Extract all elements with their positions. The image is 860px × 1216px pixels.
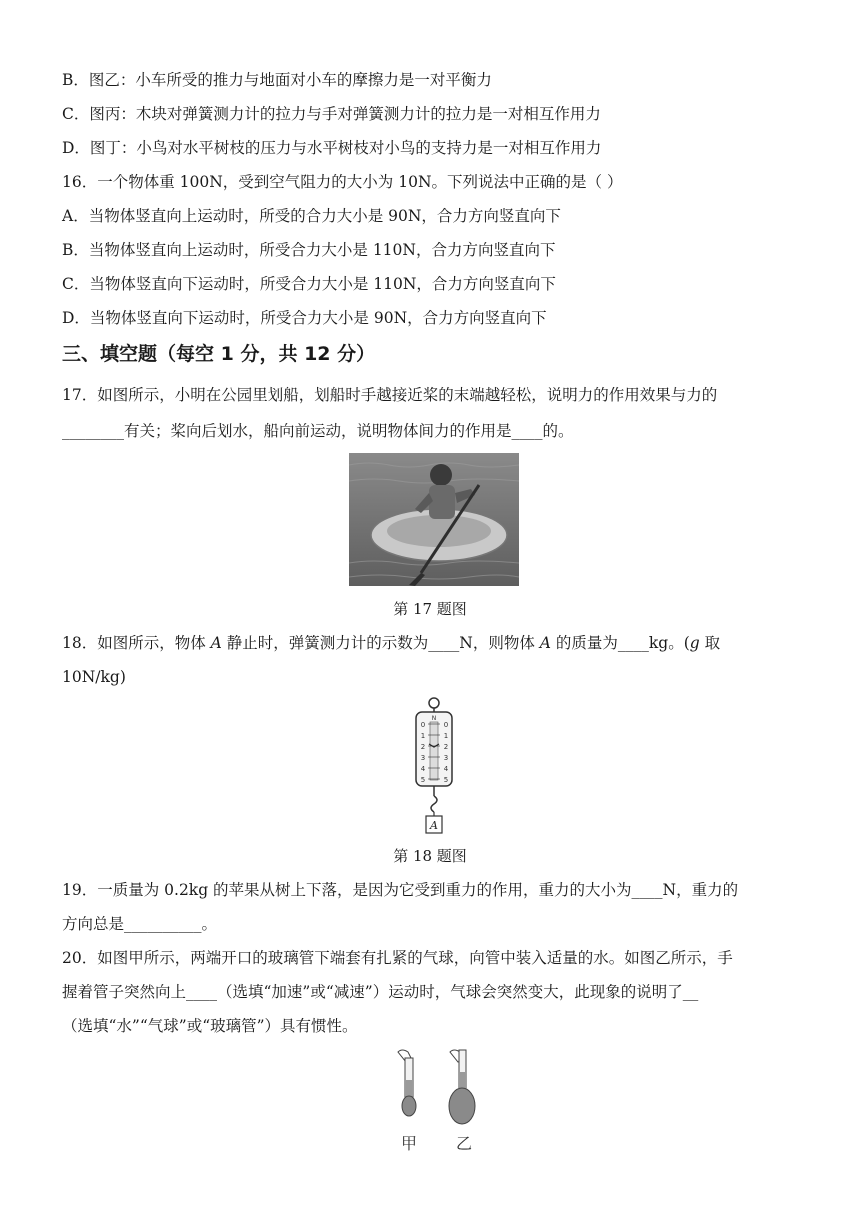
question-17-line-2: ________有关；桨向后划水，船向前运动，说明物体间力的作用是____的。 — [62, 422, 574, 440]
scale-unit-label: N — [431, 715, 437, 722]
scale-tick-right: 5 — [443, 776, 449, 784]
question-17-line-1: 17．如图所示，小明在公园里划船，划船时手越接近桨的末端越轻松，说明力的作用效果与力的 — [62, 386, 718, 404]
figure-18-caption: 第 18 题图 — [393, 847, 467, 865]
question-16-option-b: B．当物体竖直向上运动时，所受合力大小是 110N，合力方向竖直向下 — [62, 241, 556, 259]
question-18-line-1: 18．如图所示，物体 𝐴 静止时，弹簧测力计的示数为____N，则物体 𝐴 的质量为____kg。(𝑔 取 — [62, 634, 721, 652]
label-yi: 乙 — [455, 1134, 473, 1153]
boat-photo — [349, 453, 519, 586]
scale-tick-left: 2 — [420, 743, 426, 751]
section-heading: 三、填空题（每空 1 分，共 12 分） — [62, 343, 376, 365]
scale-tick-left: 5 — [420, 776, 426, 784]
label-jia: 甲 — [400, 1134, 418, 1153]
block-a-label: A — [430, 819, 438, 832]
question-16-option-d: D．当物体竖直向下运动时，所受合力大小是 90N，合力方向竖直向下 — [62, 309, 547, 327]
option-c-line: C．图丙：木块对弹簧测力计的拉力与手对弹簧测力计的拉力是一对相互作用力 — [62, 105, 601, 123]
scale-tick-left: 0 — [420, 721, 426, 729]
scale-tick-right: 4 — [443, 765, 449, 773]
scale-tick-left: 3 — [420, 754, 426, 762]
scale-tick-left: 1 — [420, 732, 426, 740]
scale-tick-right: 1 — [443, 732, 449, 740]
scale-tick-right: 0 — [443, 721, 449, 729]
scale-tick-right: 3 — [443, 754, 449, 762]
spring-scale-figure — [410, 696, 458, 836]
question-16-option-c: C．当物体竖直向下运动时，所受合力大小是 110N，合力方向竖直向下 — [62, 275, 556, 293]
scale-tick-right: 2 — [443, 743, 449, 751]
question-16-option-a: A．当物体竖直向上运动时，所受的合力大小是 90N，合力方向竖直向下 — [62, 207, 561, 225]
option-d-line: D．图丁：小鸟对水平树枝的压力与水平树枝对小鸟的支持力是一对相互作用力 — [62, 139, 602, 157]
question-20-line-2: 握着管子突然向上____（选填“加速”或“减速”）运动时，气球会突然变大，此现象的说明了__ — [62, 983, 699, 1001]
question-16: 16．一个物体重 100N，受到空气阻力的大小为 10N。下列说法中正确的是（ ） — [62, 173, 623, 191]
tube-balloon-figure — [392, 1046, 484, 1156]
question-20-line-1: 20．如图甲所示，两端开口的玻璃管下端套有扎紧的气球，向管中装入适量的水。如图乙所示，手 — [62, 949, 733, 967]
scale-tick-left: 4 — [420, 765, 426, 773]
question-20-line-3: （选填“水”“气球”或“玻璃管”）具有惯性。 — [62, 1017, 358, 1035]
question-18-line-2: 10N/kg) — [62, 668, 126, 686]
option-b-line: B．图乙：小车所受的推力与地面对小车的摩擦力是一对平衡力 — [62, 71, 492, 89]
question-19-line-2: 方向总是__________。 — [62, 915, 218, 933]
figure-17-caption: 第 17 题图 — [393, 600, 467, 618]
question-19-line-1: 19．一质量为 0.2kg 的苹果从树上下落，是因为它受到重力的作用，重力的大小为____N，重力的 — [62, 881, 739, 899]
